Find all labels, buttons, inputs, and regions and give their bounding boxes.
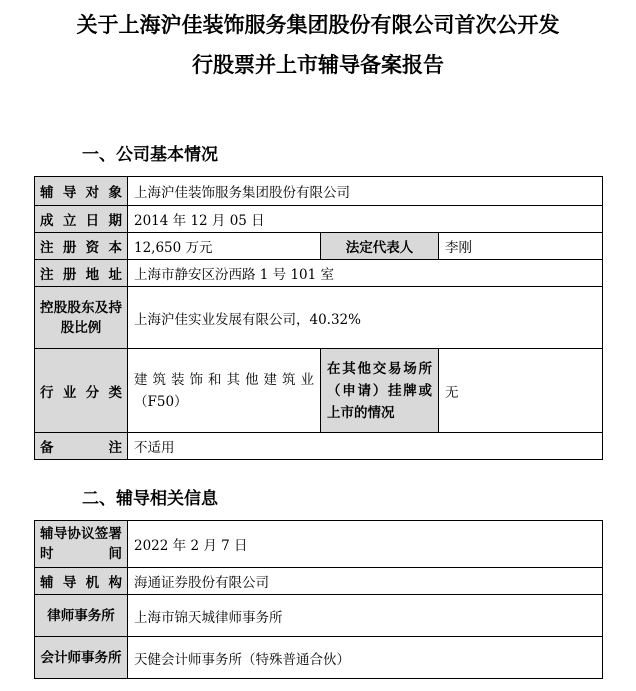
- institution-value: 海通证券股份有限公司: [128, 568, 603, 595]
- remarks-label: 备注: [35, 433, 128, 460]
- table-row: [35, 349, 603, 433]
- legal-rep-label: 法定代表人: [321, 233, 439, 260]
- industry-value: 建筑装饰和其他建筑业（F50）: [128, 349, 321, 433]
- table-row: [35, 637, 603, 679]
- accounting-value: 天健会计师事务所（特殊普通合伙）: [128, 637, 603, 679]
- target-value: 上海沪佳装饰服务集团股份有限公司: [128, 177, 603, 206]
- other-listing-value: 无: [439, 349, 603, 433]
- table-row: [35, 206, 603, 233]
- table-row: [35, 233, 603, 260]
- document-title-line1: 关于上海沪佳装饰服务集团股份有限公司首次公开发: [76, 13, 560, 37]
- legal-rep-value: 李刚: [439, 233, 603, 260]
- company-info-table: [34, 176, 603, 460]
- agreement-value: 2022 年 2 月 7 日: [128, 521, 603, 568]
- document-title-line2: 行股票并上市辅导备案报告: [192, 53, 444, 77]
- controlling-label: 控股股东及持股比例: [35, 287, 128, 349]
- capital-value: 12,650 万元: [128, 233, 321, 260]
- address-label: 注册地址: [35, 260, 128, 287]
- founded-value: 2014 年 12 月 05 日: [128, 206, 603, 233]
- capital-label: 注册资本: [35, 233, 128, 260]
- table-row: [35, 595, 603, 637]
- institution-label: 辅导机构: [35, 568, 128, 595]
- law-firm-value: 上海市锦天城律师事务所: [128, 595, 603, 637]
- remarks-value: 不适用: [128, 433, 603, 460]
- address-value: 上海市静安区汾西路 1 号 101 室: [128, 260, 603, 287]
- section-heading-tutoring-info: 二、辅导相关信息: [82, 489, 218, 509]
- table-row: [35, 521, 603, 568]
- industry-label: 行业分类: [35, 349, 128, 433]
- table-row: [35, 433, 603, 460]
- table-row: [35, 260, 603, 287]
- table-row: [35, 568, 603, 595]
- table-row: [35, 287, 603, 349]
- law-firm-label: 律师事务所: [35, 595, 128, 637]
- other-listing-label: 在其他交易场所（申请）挂牌或上市的情况: [321, 349, 439, 433]
- accounting-label: 会计师事务所: [35, 637, 128, 679]
- controlling-value: 上海沪佳实业发展有限公司，40.32%: [128, 287, 603, 349]
- section-heading-company-info: 一、公司基本情况: [82, 145, 218, 165]
- table-row: [35, 177, 603, 206]
- tutoring-info-table: [34, 520, 603, 679]
- target-label: 辅导对象: [35, 177, 128, 206]
- agreement-label: 辅导协议签署时间: [35, 521, 128, 568]
- founded-label: 成立日期: [35, 206, 128, 233]
